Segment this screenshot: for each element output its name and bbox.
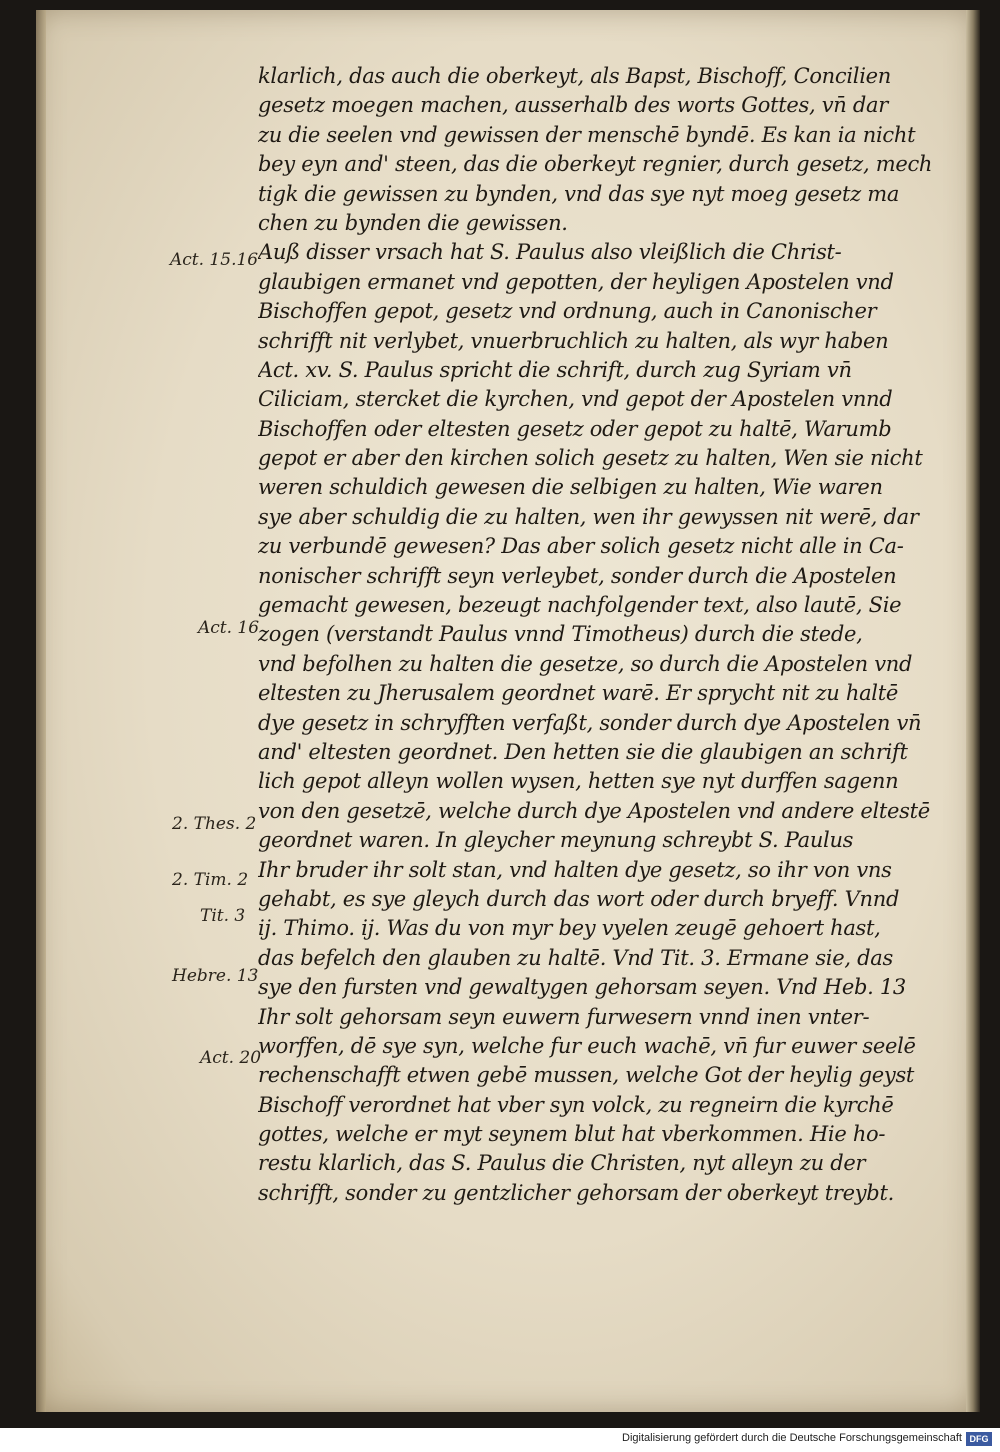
text-line: and' eltesten geordnet. Den hetten sie die glaubigen an schrift [258,739,908,764]
text-line: gottes, welche er myt seynem blut hat vberkommen. Hie ho- [258,1122,886,1147]
dfg-logo: DFG [966,1432,992,1446]
page-edge-right [966,10,980,1412]
dfg-credit: Digitalisierung gefördert durch die Deutsche Forschungsgemeinschaft [622,1432,962,1444]
margin-note-act20: Act. 20 [200,1048,262,1068]
text-line: tigk die gewissen zu bynden, vnd das sye nyt moeg gesetz ma [258,181,900,206]
text-line: worffen, dē sye syn, welche fur euch wachē, vn̄ fur euwer seelē [258,1033,916,1058]
text-line: chen zu bynden die gewissen. [258,210,568,235]
margin-note-thes2: 2. Thes. 2 [172,814,257,834]
text-line: eltesten zu Jherusalem geordnet warē. Er sprycht nit zu haltē [258,681,898,706]
text-line: Ihr solt gehorsam seyn euwern furwesern vnnd inen vnter- [258,1004,870,1029]
margin-note-act15: Act. 15.16 [170,250,259,270]
text-line: nonischer schrifft seyn verleybet, sonder durch die Apostelen [258,563,897,588]
text-line: zu verbundē gewesen? Das aber solich gesetz nicht alle in Ca- [258,534,904,559]
text-line: Ciliciam, stercket die kyrchen, vnd gepot der Apostelen vnnd [258,387,893,412]
text-line: sye aber schuldig die zu halten, wen ihr gewyssen nit werē, dar [258,504,919,529]
text-line: bey eyn and' steen, das die oberkeyt regnier, durch gesetz, mech [258,152,933,177]
text-line: zu die seelen vnd gewissen der menschē byndē. Es kan ia nicht [258,122,916,147]
text-line: gesetz moegen machen, ausserhalb des worts Gottes, vn̄ dar [258,93,888,118]
text-line: Act. xv. S. Paulus spricht die schrift, durch zug Syriam vn̄ [258,357,852,382]
text-line: glaubigen ermanet vnd gepotten, der heyligen Apostelen vnd [258,269,894,294]
text-line: dye gesetz in schryfften verfaßt, sonder durch dye Apostelen vn̄ [258,710,922,735]
text-line: das befelch den glauben zu haltē. Vnd Tit. 3. Ermane sie, das [258,945,893,970]
text-line: ij. Thimo. ij. Was du von myr bey vyelen zeugē gehoert hast, [258,916,881,941]
text-line: weren schuldich gewesen die selbigen zu halten, Wie waren [258,475,883,500]
text-line: gemacht gewesen, bezeugt nachfolgender text, also lautē, Sie [258,593,902,618]
text-line: Bischoff verordnet hat vber syn volck, zu regneirn die kyrchē [258,1092,894,1117]
margin-note-tit3: Tit. 3 [200,906,246,926]
text-line: vnd befolhen zu halten die gesetze, so durch die Apostelen vnd [258,651,913,676]
text-line: lich gepot alleyn wollen wysen, hetten sye nyt durffen sagenn [258,769,899,794]
text-line: Auß disser vrsach hat S. Paulus also vleißlich die Christ- [258,240,842,265]
text-line: Bischoffen gepot, gesetz vnd ordnung, auch in Canonischer [258,299,877,324]
text-line: geordnet waren. In gleycher meynung schreybt S. Paulus [258,828,854,853]
text-line: zogen (verstandt Paulus vnnd Timotheus) durch die stede, [258,622,863,647]
text-line: von den gesetzē, welche durch dye Apostelen vnd andere eltestē [258,798,930,823]
text-line: rechenschafft etwen gebē mussen, welche Got der heylig geyst [258,1063,915,1088]
text-line: gepot er aber den kirchen solich gesetz zu halten, Wen sie nicht [258,446,923,471]
text-line: restu klarlich, das S. Paulus die Christen, nyt alleyn zu der [258,1151,866,1176]
margin-note-hebr13: Hebre. 13 [172,966,259,986]
page-shadow-left [36,10,46,1412]
text-line: schrifft, sonder zu gentzlicher gehorsam der oberkeyt treybt. [258,1180,894,1205]
body-text [258,62,958,1208]
text-line: klarlich, das auch die oberkeyt, als Bapst, Bischoff, Concilien [258,64,891,88]
margin-note-tim2: 2. Tim. 2 [172,870,249,890]
margin-note-act16: Act. 16 [198,618,260,638]
text-line: gehabt, es sye gleych durch das wort oder durch bryeff. Vnnd [258,886,900,911]
text-line: Ihr bruder ihr solt stan, vnd halten dye gesetz, so ihr von vns [258,857,892,882]
text-line: sye den fursten vnd gewaltygen gehorsam seyen. Vnd Heb. 13 [258,975,906,1000]
text-line: Bischoffen oder eltesten gesetz oder gepot zu haltē, Warumb [258,416,892,441]
text-line: schrifft nit verlybet, vnuerbruchlich zu halten, als wyr haben [258,328,889,353]
